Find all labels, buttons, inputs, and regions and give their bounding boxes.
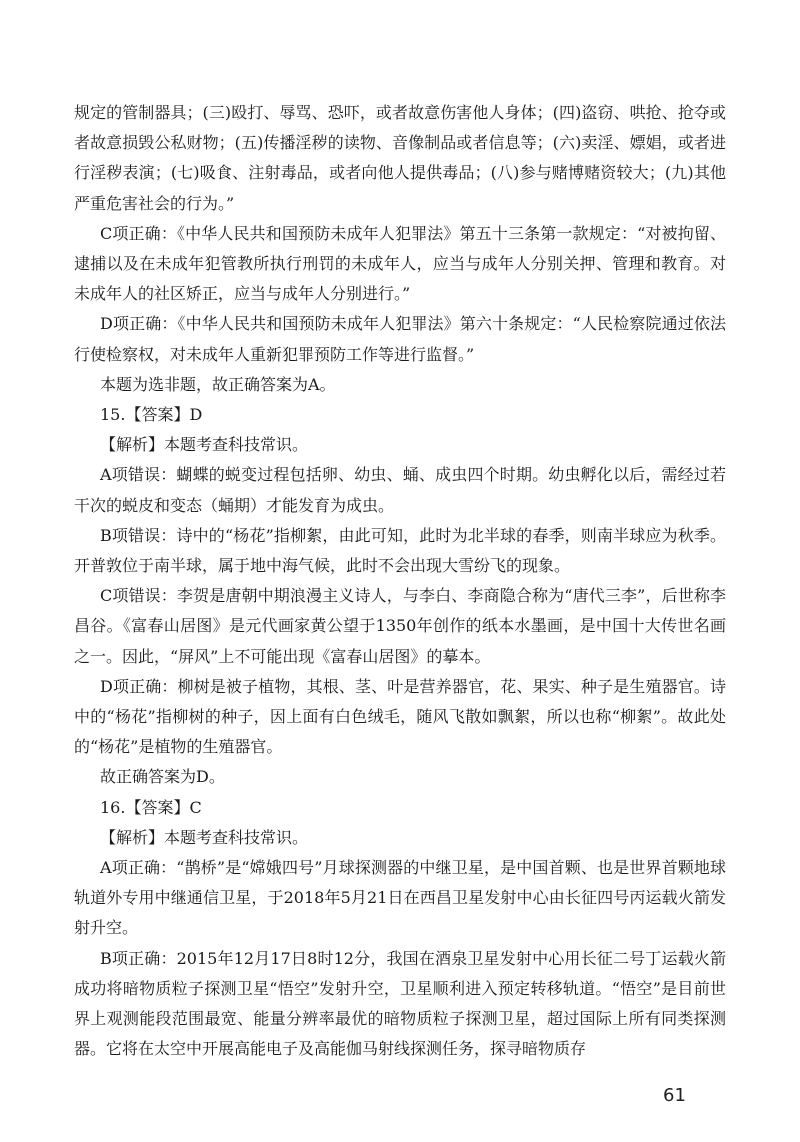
analysis-heading-16: 【解析】本题考查科技常识。	[100, 827, 309, 847]
paragraph-option-c-lihe: C项错误：李贺是唐朝中期浪漫主义诗人，与李白、李商隐合称为“唐代三李”，后世称李昌谷。《富春山居图》是元代画家黄公望于1350年创作的纸本水墨画，是中国十大传世名画之一。因此，“屏风”上不可能出现《富春山居图》的摹本。	[74, 586, 726, 666]
answer-heading-16: 16.【答案】C	[100, 797, 202, 817]
paragraph-answer-conclusion-14: 本题为选非题，故正确答案为A。	[100, 374, 336, 394]
paragraph-option-b-willow: B项错误：诗中的“杨花”指柳絮，由此可知，此时为北半球的春季，则南半球应为秋季。开普敦位于南半球，属于地中海气候，此时不会出现大雪纷飞的现象。	[74, 525, 726, 576]
paragraph-continuation: 规定的管制器具；(三)殴打、辱骂、恐吓，或者故意伤害他人身体；(四)盗窃、哄抢、抢夺或者故意损毁公私财物；(五)传播淫秽的读物、音像制品或者信息等；(六)卖淫、嫖娼，或者进行淫秽表演；(七)吸食、注射毒品，或者向他人提供毒品；(八)参与赌博赌资较大；(九)其他严重危害社会的行为。”	[74, 103, 726, 213]
paragraph-option-c-law: C项正确：《中华人民共和国预防未成年人犯罪法》第五十三条第一款规定：“对被拘留、逮捕以及在未成年犯管教所执行刑罚的未成年人，应当与成年人分别关押、管理和教育。对未成年人的社区矫正，应当与成年人分别进行。”	[74, 223, 726, 304]
paragraph-option-a-queqiao: A项正确：“鹊桥”是“嫦娥四号”月球探测器的中继卫星，是中国首颗、也是世界首颗地球轨道外专用中继通信卫星，于2018年5月21日在西昌卫星发射中心由长征四号丙运载火箭发射升空。	[74, 858, 726, 938]
page-number: 61	[663, 1085, 686, 1106]
paragraph-option-d-willow-seed: D项正确：柳树是被子植物，其根、茎、叶是营养器官，花、果实、种子是生殖器官。诗中的“杨花”指柳树的种子，因上面有白色绒毛，随风飞散如飘絮，所以也称“柳絮”。故此处的“杨花”是植物的生殖器官。	[74, 676, 726, 757]
paragraph-answer-conclusion-15: 故正确答案为D。	[100, 767, 225, 787]
analysis-heading-15: 【解析】本题考查科技常识。	[100, 435, 309, 455]
paragraph-option-d-law: D项正确：《中华人民共和国预防未成年人犯罪法》第六十条规定：“人民检察院通过依法行使检察权，对未成年人重新犯罪预防工作等进行监督。”	[74, 314, 726, 364]
paragraph-option-a-butterfly: A项错误：蝴蝶的蜕变过程包括卵、幼虫、蛹、成虫四个时期。幼虫孵化以后，需经过若干次的蜕皮和变态（蛹期）才能发育为成虫。	[74, 465, 726, 515]
answer-heading-15: 15.【答案】D	[100, 405, 203, 425]
paragraph-option-b-wukong: B项正确：2015年12月17日8时12分，我国在酒泉卫星发射中心用长征二号丁运载火箭成功将暗物质粒子探测卫星“悟空”发射升空，卫星顺利进入预定转移轨道。“悟空”是目前世界上观测能段范围最宽、能量分辨率最优的暗物质粒子探测卫星，超过国际上所有同类探测器。它将在太空中开展高能电子及高能伽马射线探测任务，探寻暗物质存	[74, 948, 726, 1059]
page-body	[74, 98, 726, 1065]
